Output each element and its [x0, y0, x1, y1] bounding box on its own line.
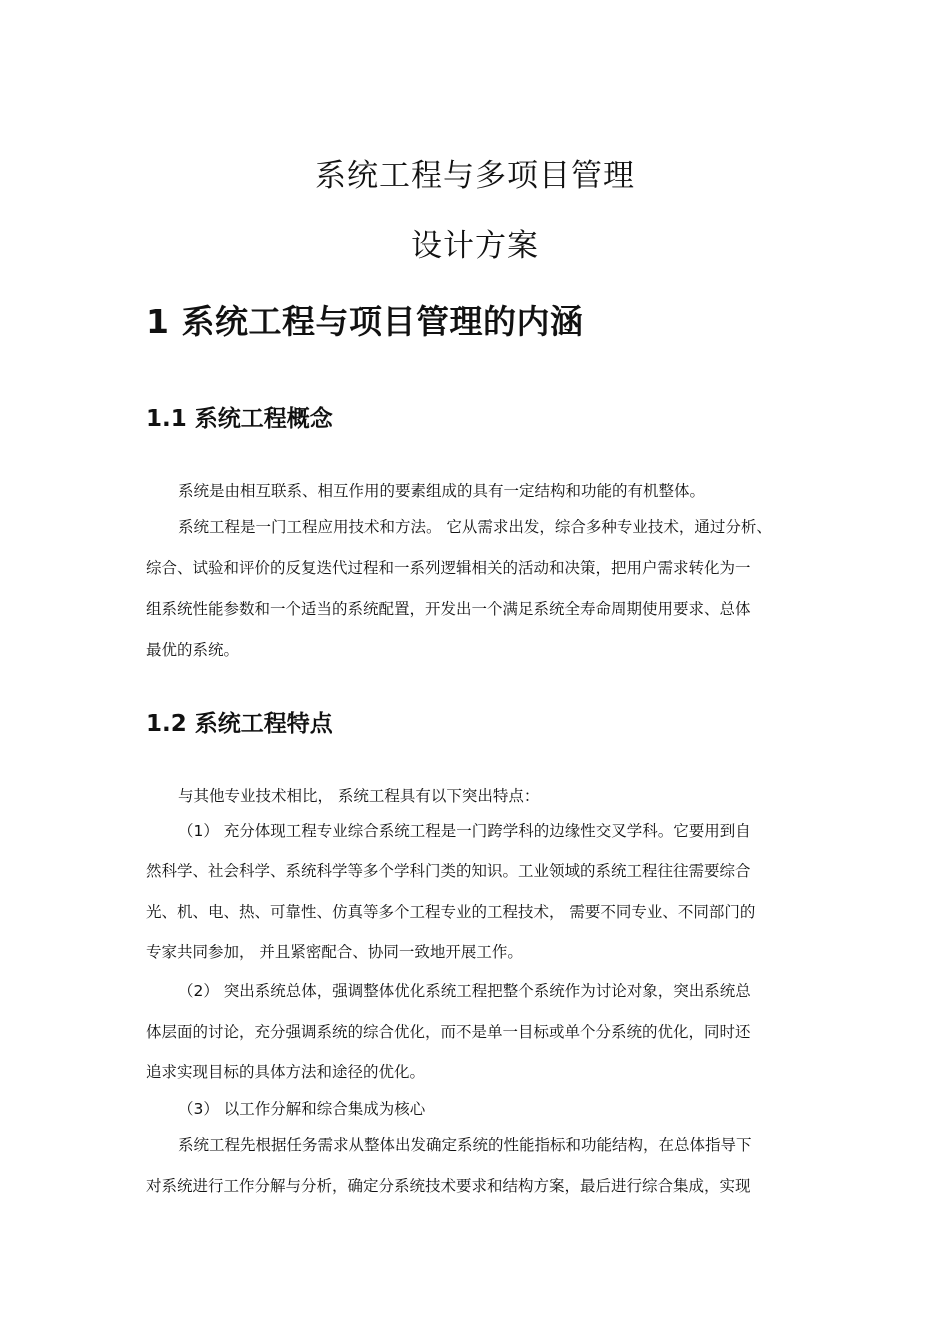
- paragraph-line: 体层面的讨论，充分强调系统的综合优化，而不是单一目标或单个分系统的优化，同时还: [146, 1023, 751, 1041]
- paragraph-line: （1） 充分体现工程专业综合系统工程是一门跨学科的边缘性交叉学科。它要用到自: [178, 822, 751, 840]
- paragraph-line: 追求实现目标的具体方法和途径的优化。: [146, 1063, 426, 1081]
- paragraph-line: 与其他专业技术相比， 系统工程具有以下突出特点：: [178, 787, 540, 805]
- paragraph-line: 专家共同参加， 并且紧密配合、协同一致地开展工作。: [146, 943, 523, 961]
- document-title: 系统工程与多项目管理: [315, 158, 635, 194]
- chapter-heading: 1 系统工程与项目管理的内涵: [146, 302, 584, 341]
- paragraph-line: （2） 突出系统总体，强调整体优化系统工程把整个系统作为讨论对象，突出系统总: [178, 982, 751, 1000]
- paragraph-line: 系统工程先根据任务需求从整体出发确定系统的性能指标和功能结构，在总体指导下: [178, 1136, 752, 1154]
- paragraph-line: 综合、试验和评价的反复迭代过程和一系列逻辑相关的活动和决策，把用户需求转化为一: [146, 559, 751, 577]
- paragraph-line: 对系统进行工作分解与分析，确定分系统技术要求和结构方案，最后进行综合集成，实现: [146, 1177, 751, 1195]
- section-heading-1-1: 1.1 系统工程概念: [146, 406, 333, 432]
- paragraph-line: 系统工程是一门工程应用技术和方法。 它从需求出发，综合多种专业技术，通过分析、: [178, 518, 772, 536]
- document-subtitle: 设计方案: [411, 228, 539, 264]
- paragraph-line: 系统是由相互联系、相互作用的要素组成的具有一定结构和功能的有机整体。: [178, 482, 706, 500]
- paragraph-line: 最优的系统。: [146, 641, 240, 659]
- section-heading-1-2: 1.2 系统工程特点: [146, 711, 333, 737]
- paragraph-line: 组系统性能参数和一个适当的系统配置，开发出一个满足系统全寿命周期使用要求、总体: [146, 600, 751, 618]
- paragraph-line: 光、机、电、热、可靠性、仿真等多个工程专业的工程技术， 需要不同专业、不同部门的: [146, 903, 756, 921]
- paragraph-line: 然科学、社会科学、系统科学等多个学科门类的知识。工业领域的系统工程往往需要综合: [146, 862, 751, 880]
- paragraph-line: （3） 以工作分解和综合集成为核心: [178, 1100, 426, 1118]
